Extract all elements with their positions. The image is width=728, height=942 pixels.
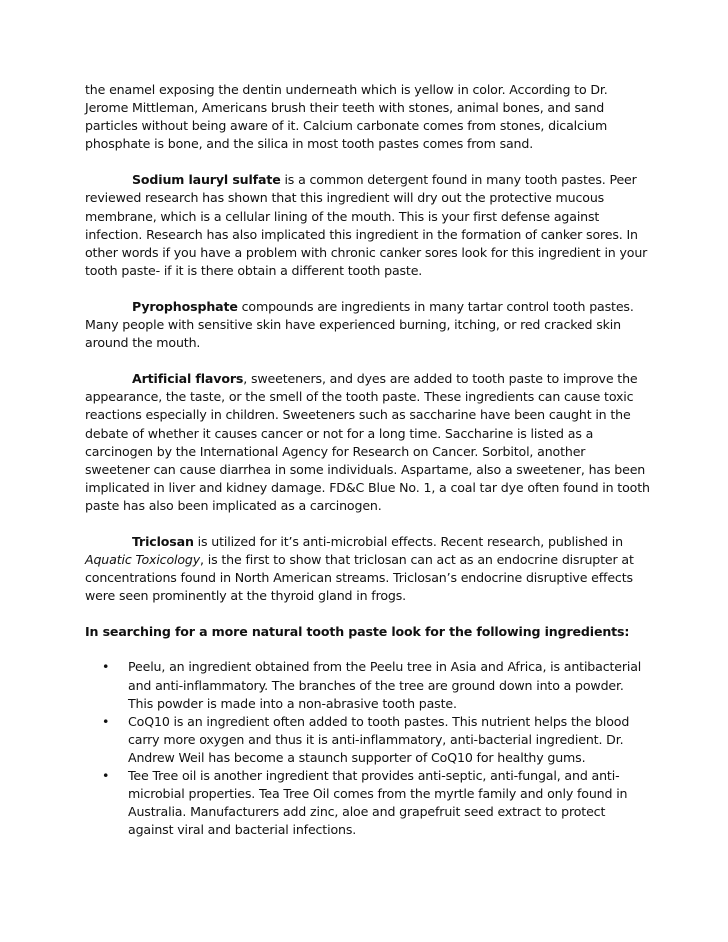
list-item (85, 767, 650, 839)
term-pyrophosphate: Pyrophosphate (132, 298, 238, 314)
bullet-icon: • (102, 659, 110, 675)
paragraph-text: is utilized for it’s anti-microbial effects. Recent research, published in (193, 533, 623, 549)
list-item (85, 658, 650, 712)
bullet-icon: • (102, 713, 110, 729)
term-artificial-flavors: Artificial flavors (132, 371, 244, 387)
paragraph-pyrophosphate (85, 298, 650, 352)
paragraph-sodium-lauryl-sulfate (85, 171, 650, 280)
document-page (85, 81, 650, 839)
paragraph-text: , sweeteners, and dyes are added to tooth paste to improve the appearance, the taste, or the smell of the tooth paste. These ingredients can cause toxic reactions especially in children. Sweeteners such as saccharine have been caught in the debate of whether it causes cancer or not for a long time. Saccharine is listed as a carcinogen by the International Agency for Research on Cancer. Sorbitol, another sweetener can cause diarrhea in some individuals. Aspartame, also a sweetener, has been implicated in liver and kidney damage. FD&C Blue No. 1, a coal tar dye often found in tooth paste has also been implicated as a carcinogen. (85, 371, 650, 513)
paragraph-text: , is the first to show that triclosan can act as an endocrine disrupter at concentrations found in North American streams. Triclosan’s endocrine disruptive effects were seen prominently at the thyroid gland in frogs. (85, 552, 634, 604)
ingredient-list (85, 658, 650, 839)
paragraph-enamel: the enamel exposing the dentin underneath which is yellow in color. According to Dr. Jerome Mittleman, Americans brush their teeth with stones, animal bones, and sand particles without being aware of it. Calcium carbonate comes from stones, dicalcium phosphate is bone, and the silica in most tooth pastes comes from sand. (85, 82, 608, 152)
term-sodium-lauryl-sulfate: Sodium lauryl sulfate (132, 172, 281, 188)
journal-title: Aquatic Toxicology (85, 552, 201, 568)
paragraph-text: compounds are ingredients in many tartar control tooth pastes. Many people with sensitive skin have experienced burning, itching, or red cracked skin around the mouth. (85, 298, 634, 351)
section-heading: In searching for a more natural tooth paste look for the following ingredients: (85, 624, 630, 640)
bullet-icon: • (102, 768, 110, 783)
list-item-text: Tee Tree oil is another ingredient that provides anti-septic, anti-fungal, and anti-microbial properties. Tea Tree Oil comes from the myrtle family and only found in Australia. Manufacturers add zinc, aloe and grapefruit seed extract to protect against viral and bacterial infections. (128, 768, 628, 838)
paragraph-text: is a common detergent found in many tooth pastes. Peer reviewed research has shown that this ingredient will dry out the protective mucous membrane, which is a cellular lining of the mouth. This is your first defense against infection. Research has also implicated this ingredient in the formation of canker sores. In other words if you have a problem with chronic canker sores look for this ingredient in your tooth paste- if it is there obtain a different tooth paste. (85, 172, 648, 278)
list-item-text: CoQ10 is an ingredient often added to tooth pastes. This nutrient helps the blood carry more oxygen and thus it is anti-inflammatory, anti-bacterial ingredient. Dr. Andrew Weil has become a staunch supporter of CoQ10 for healthy gums. (128, 713, 630, 765)
list-item-text: Peelu, an ingredient obtained from the Peelu tree in Asia and Africa, is antibacterial and anti-inflammatory. The branches of the tree are ground down into a powder. This powder is made into a non-abrasive tooth paste. (128, 659, 642, 711)
paragraph-triclosan (85, 533, 650, 605)
term-triclosan: Triclosan (132, 533, 194, 549)
list-item (85, 713, 650, 767)
paragraph-artificial-flavors (85, 370, 650, 515)
